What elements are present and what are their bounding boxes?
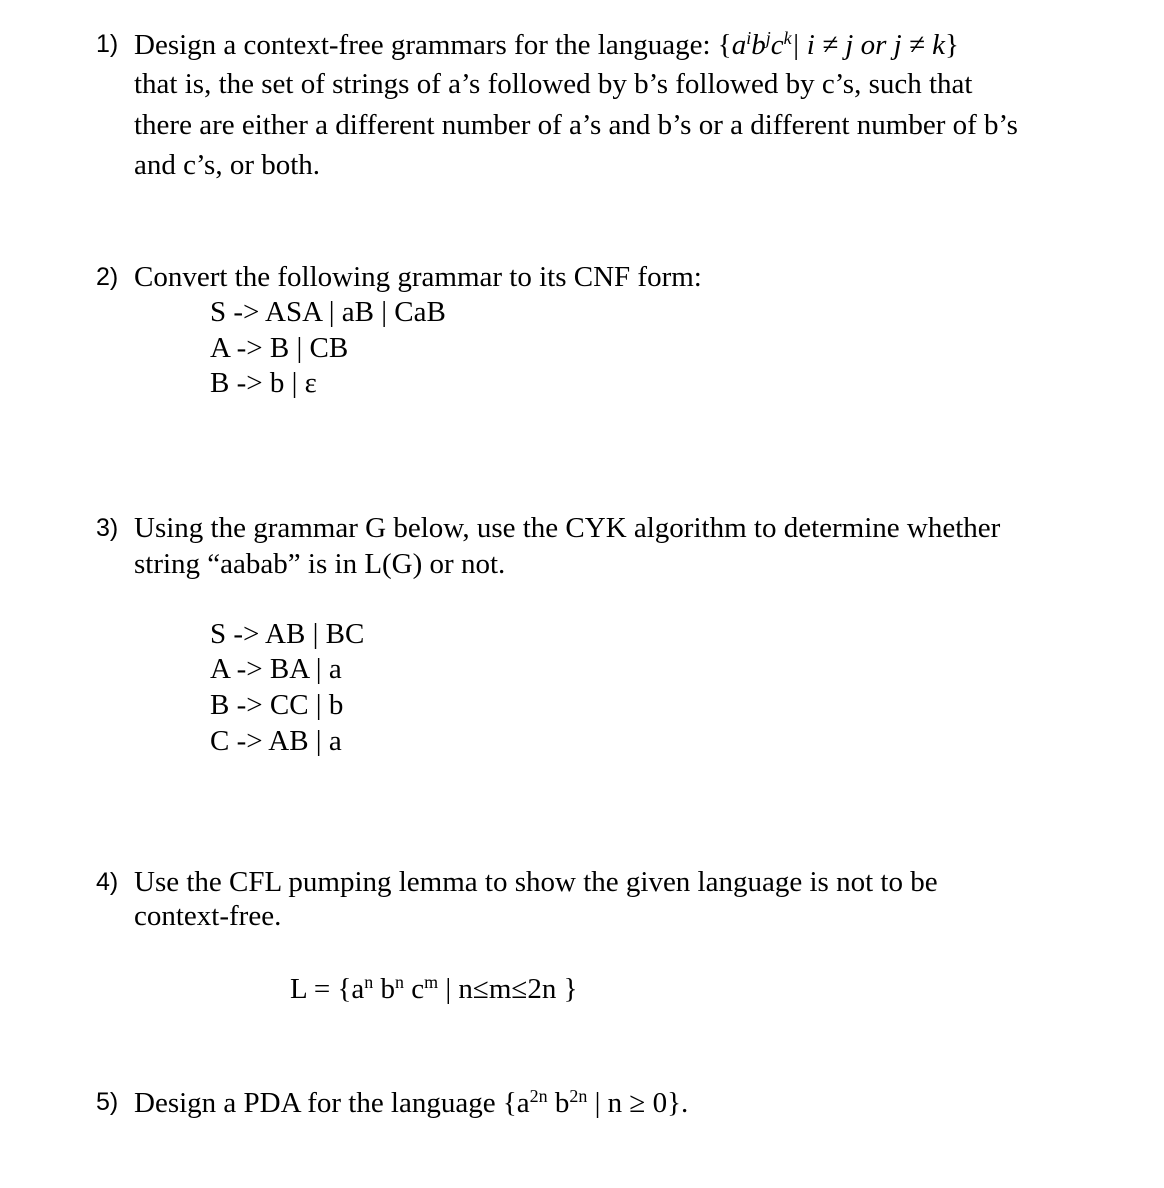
question-2-rule-3: B -> b | ε xyxy=(210,367,317,399)
question-2-rule-2: A -> B | CB xyxy=(210,332,349,364)
question-1-number: 1) xyxy=(96,30,119,58)
question-3-line-1: Using the grammar G below, use the CYK algorithm to determine whether xyxy=(134,512,1001,544)
question-3-rule-3: B -> CC | b xyxy=(210,689,344,721)
question-3-line-2: string “aabab” is in L(G) or not. xyxy=(134,548,506,580)
question-2-rule-1: S -> ASA | aB | CaB xyxy=(210,296,446,328)
question-1-line-4: and c’s, or both. xyxy=(134,149,321,181)
question-1-line-2: that is, the set of strings of a’s followed by b’s followed by c’s, such that xyxy=(134,68,973,100)
question-3-rule-1: S -> AB | BC xyxy=(210,618,365,650)
question-4-line-2: context-free. xyxy=(134,900,282,932)
question-3-number: 3) xyxy=(96,514,119,542)
question-4-language: $L = \{a^n$ $b^n$ $c^m$ | n≤m≤2n } xyxy=(290,972,578,1005)
question-4-number: 4) xyxy=(96,868,119,896)
question-2-number: 2) xyxy=(96,263,119,291)
question-1-line-1 xyxy=(134,28,959,61)
question-3-rule-2: A -> BA | a xyxy=(210,653,342,685)
question-1-lead: Design a context-free grammars for the language: xyxy=(134,29,711,61)
question-5-number: 5) xyxy=(96,1088,119,1116)
question-4-line-1: Use the CFL pumping lemma to show the given language is not to be xyxy=(134,866,938,898)
question-1-language: {$a^ib^jc^k|$ i ≠ j or j ≠ k} xyxy=(717,28,959,61)
question-1-line-3: there are either a different number of a’s and b’s or a different number of b’s xyxy=(134,109,1018,141)
question-2-line-1: Convert the following grammar to its CNF form: xyxy=(134,261,702,293)
question-3-rule-4: C -> AB | a xyxy=(210,725,342,757)
question-5-line-1: Design a PDA for the language {$a^{2n}$ $b^{2n}$ | n ≥ 0}. xyxy=(134,1086,689,1119)
